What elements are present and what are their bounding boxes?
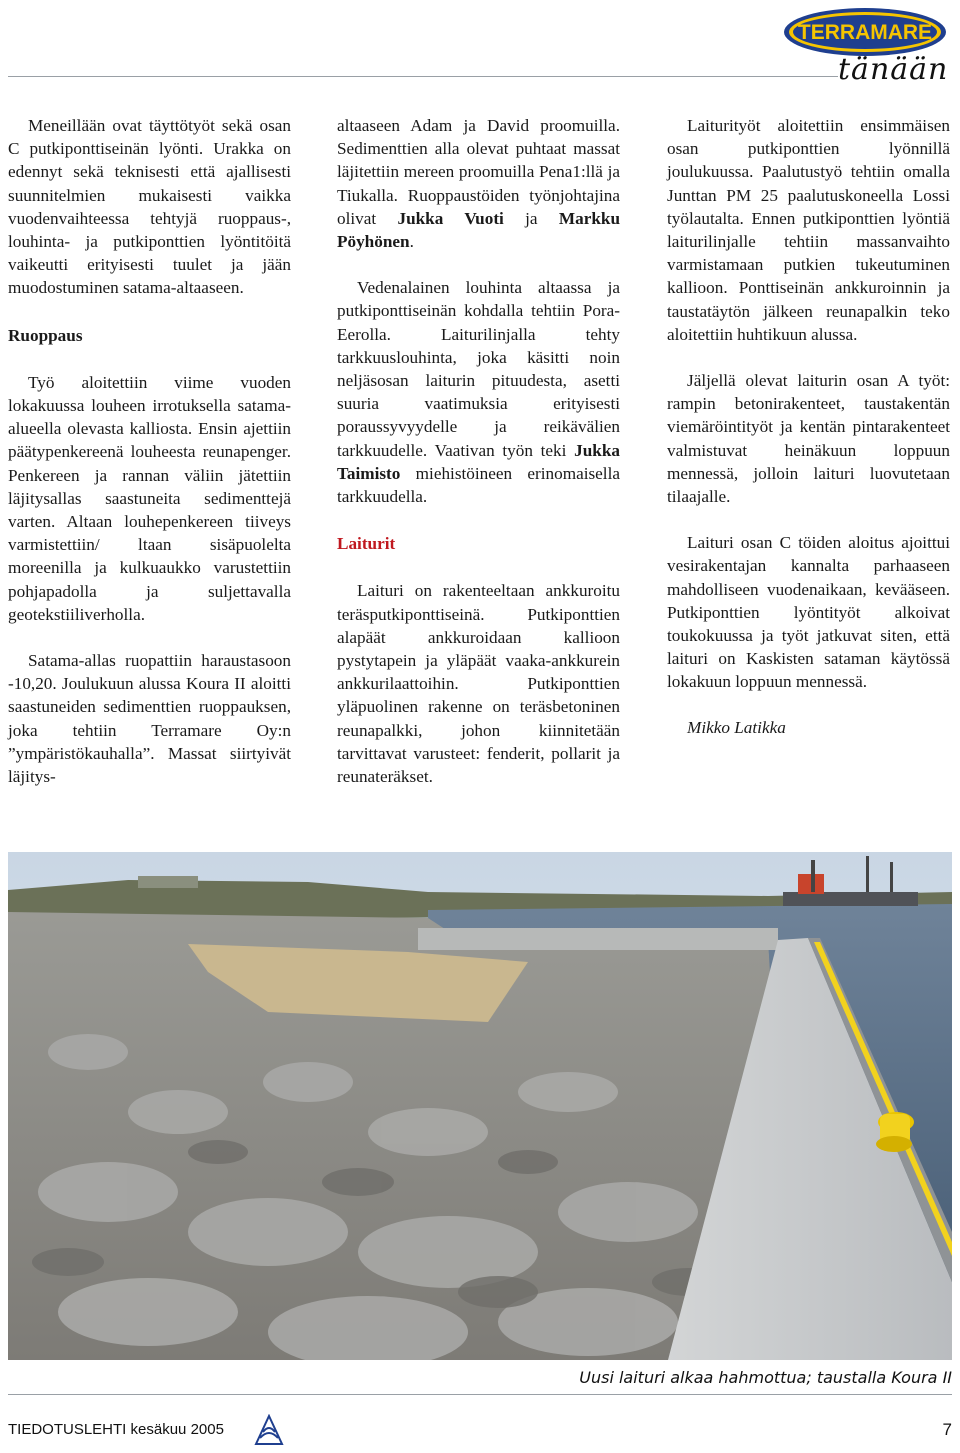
- paragraph: altaaseen Adam ja David proomuilla. Sedimenttien alla olevat puhtaat massat läjitettiin mereen proomuilla Pena1:llä ja Tiukalla. Ruoppaustöiden työnjohtajina olivat Jukka Vuoti ja Markku Pöyhönen.: [337, 116, 620, 252]
- paragraph: Satama-allas ruopattiin haraustasoon -10,20. Joulukuun alussa Koura II aloitti saastuneiden sedimenttien ruoppauksen, joka tehtiin Terramare Oy:n ”ympäristökauhalla”. Massat siirtyivät läjitys-: [8, 651, 291, 787]
- author-signature: Mikko Latikka: [687, 717, 786, 737]
- photo-caption: Uusi laituri alkaa hahmottua; taustalla Koura II: [579, 1368, 952, 1387]
- person-name: Markku Pöyhönen: [337, 208, 620, 252]
- header-divider: [8, 76, 838, 77]
- section-heading-laiturit: Laiturit: [337, 534, 396, 554]
- paragraph: Laiturityöt aloitettiin ensimmäisen osan putkiponttien lyönnillä joulukuussa. Paalutustyö tehtiin omalla Junttan PM 25 paalutuskoneella Lossi työlautalta. Ennen putkiponttien lyöntiä laiturilinjalle tehtiin massanvaihto varmistamaan putkien tukeutuminen kallioon. Ponttiseinän ankkuroinnin ja taustatäytön jälkeen reunapalkin teko aloitettiin huhtikuun alussa.: [667, 116, 950, 344]
- article-column-1: [8, 114, 291, 788]
- section-heading-ruoppaus: Ruoppaus: [8, 325, 83, 345]
- page-number: 7: [942, 1420, 952, 1439]
- terramare-wave-icon: [254, 1414, 284, 1448]
- paragraph: Laituri osan C töiden aloitus ajoittui vesirakentajan kannalta parhaaseen mahdolliseen vuodenaikaan, kevääseen. Putkiponttien lyöntityöt alkoivat toukokuussa ja työt jatkuvat siten, että laituri on Kaskisten sataman käytössä lokakuun loppuun mennessä.: [667, 533, 950, 692]
- svg-text:TERRAMARE: TERRAMARE: [797, 21, 933, 44]
- header-subtitle: tänään: [838, 52, 949, 87]
- harbor-photo: [8, 852, 952, 1360]
- paragraph: Jäljellä olevat laiturin osan A työt: rampin betonirakenteet, taustakentän viemäröintityöt ja kentän pintarakenteet valmistuvat heinäkuun loppuun mennessä, jolloin laituri luovutetaan tilaajalle.: [667, 371, 950, 507]
- article-column-3: [667, 114, 950, 739]
- footer-publication: TIEDOTUSLEHTI kesäkuu 2005: [8, 1421, 224, 1438]
- yellow-bollard: [876, 1112, 914, 1152]
- terramare-logo: [782, 6, 948, 58]
- paragraph: Meneillään ovat täyttötyöt sekä osan C putkiponttiseinän lyönti. Urakka on edennyt sekä teknisesti että ajallisesti suunnitelmien mukaisesti vaikka vuodenvaihteessa tehtyjä ruoppaus-, louhinta- ja putkiponttien lyöntitöitä vaikeutti erityisesti tuulet ja jään muodostuminen satama-altaaseen.: [8, 116, 291, 298]
- footer-divider: [8, 1394, 952, 1395]
- paragraph: Työ aloitettiin viime vuoden lokakuussa louheen irrotuksella satama-alueella olevasta kalliosta. Ensin ajettiin päätypenkereenä louheesta reunapenger. Penkereen ja rannan väliin jätettiin läjitysallas saastuneita sedimenttejä varten. Altaan louhepenkereen tiiveys varmistettiin/ ltaan sisäpuolelta moreenilla ja kulkuaukko varustettiin pohjapadolla ja suljettavalla geotekstiiliverholla.: [8, 372, 291, 624]
- paragraph: Vedenalainen louhinta altaassa ja putkiponttiseinän kohdalla tehtiin Pora-Eerolla. Laiturilinjalla tehty tarkkuuslouhinta, joka käsitti noin neljäsosan laiturin pituudesta, asetti suuria vaatimuksia erityisesti poraussyvyydelle ja reikävälien tarkkuudelle. Vaativan työn teki Jukka Taimisto miehistöineen erinomaisella tarkkuudella.: [337, 278, 620, 507]
- person-name: Jukka Vuoti: [397, 208, 504, 228]
- person-name: Jukka Taimisto: [337, 440, 620, 483]
- paragraph: Laituri on rakenteeltaan ankkuroitu teräsputkiponttiseinä. Putkiponttien alapäät ankkuroidaan kallioon pystytapein ja yläpäät vaaka-ankkurein ankkurilaattoihin. Putkiponttien yläpuolinen rakenne on teräsbetoninen reunapalkki, johon kiinnitetään tarvittavat varusteet: fenderit, pollarit ja reunateräkset.: [337, 581, 620, 787]
- article-column-2: [337, 114, 620, 788]
